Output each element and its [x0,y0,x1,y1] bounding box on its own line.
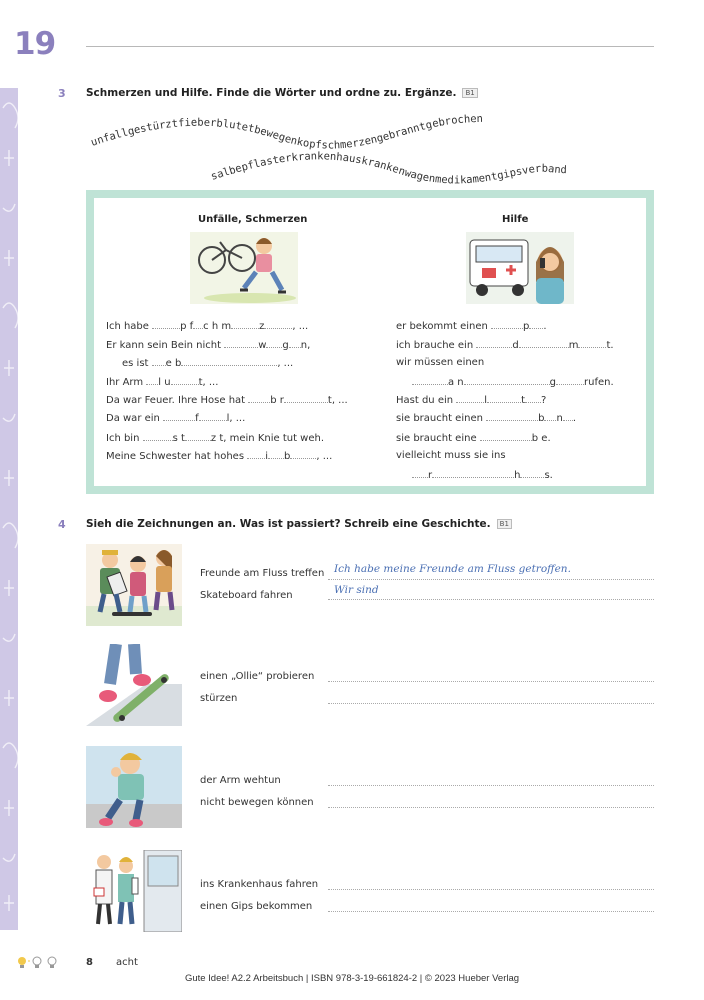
snake-word-line-1: unfallgestürztfieberblutetbewegenkopfschmerzengebranntgebrochen [89,112,484,152]
exercise-3-title [86,87,478,99]
story-prompt-1b: Skateboard fahren [200,590,293,601]
ollie-trick-illustration [86,644,182,726]
fallen-girl-illustration [190,232,298,304]
publisher-credit: Gute Idee! A2.2 Arbeitsbuch | ISBN 978-3-19-661824-2 | © 2023 Hueber Verlag [184,973,520,984]
left-column-title: Unfälle, Schmerzen [198,214,308,225]
story-prompt-3b: nicht bewegen können [200,797,314,808]
story-prompt-2b: stürzen [200,693,238,704]
level-badge: B1 [497,519,512,529]
left-line-6: Da war ein f l, ... [106,413,246,424]
chapter-number: 19 [14,26,56,62]
answer-line[interactable] [328,806,654,808]
decor-pattern-icon [0,88,18,930]
left-line-4: Ihr Arm l u t, ... [106,377,219,388]
left-line-1: Ich habe p f c h m z , ... [106,321,309,332]
answer-line[interactable] [328,578,654,580]
ambulance-woman-illustration [466,232,574,304]
right-line-1: er bekommt einen p . [396,321,547,332]
right-column-title: Hilfe [502,214,529,225]
answer-line[interactable] [328,680,654,682]
answer-line[interactable] [328,702,654,704]
page-number-word: acht [116,957,138,968]
lightbulb-icon [16,955,62,969]
hospital-illustration [86,850,182,932]
left-line-2: Er kann sein Bein nicht w g n, [106,340,311,351]
snake-word-line-2: salbepflasterkrankenhauskrankenwagenmedikamentgipsverband [209,150,567,187]
right-line-2: ich brauche ein d m t. [396,340,614,351]
header-rule [86,46,654,47]
answer-line[interactable] [328,598,654,600]
difficulty-bulbs [16,955,62,972]
exercise-4-title [86,518,512,530]
left-line-8: Meine Schwester hat hohes i b , ... [106,451,333,462]
story-prompt-2a: einen „Ollie“ probieren [200,671,315,682]
right-line-6: sie braucht einen b n . [396,413,577,424]
story-prompt-1a: Freunde am Fluss treffen [200,568,325,579]
hurt-arm-illustration [86,746,182,828]
page-number: 8 [86,957,93,968]
left-line-5: Da war Feuer. Ihre Hose hat b r t, ... [106,395,348,406]
exercise-3-box [86,190,654,494]
right-line-5: Hast du ein l t ? [396,395,547,406]
answer-line[interactable] [328,784,654,786]
right-line-7: sie braucht eine b e. [396,433,551,444]
handwritten-answer: Ich habe meine Freunde am Fluss getroffen. [334,563,571,575]
right-line-8: vielleicht muss sie ins [396,450,506,461]
exercise-3-number: 3 [58,87,66,100]
friends-skateboard-illustration [86,544,182,626]
exercise-4-title-text: Sieh die Zeichnungen an. Was ist passiert? Schreib eine Geschichte. [86,518,491,530]
left-line-7: Ich bin s t z t, mein Knie tut weh. [106,433,325,444]
word-snake [80,100,660,190]
story-prompt-4b: einen Gips bekommen [200,901,313,912]
right-line-3: wir müssen einen [396,357,485,368]
left-line-3: es ist e b , ... [122,358,294,369]
level-badge: B1 [462,88,477,98]
answer-line[interactable] [328,910,654,912]
answer-line[interactable] [328,888,654,890]
handwritten-answer: Wir sind [334,584,379,596]
right-line-4: a n g rufen. [412,376,614,388]
exercise-4-number: 4 [58,518,66,531]
right-line-9: r h s. [412,469,553,481]
side-decor-strip [0,88,18,930]
exercise-3-title-text: Schmerzen und Hilfe. Finde die Wörter und ordne zu. Ergänze. [86,87,457,99]
story-prompt-4a: ins Krankenhaus fahren [200,879,319,890]
story-prompt-3a: der Arm wehtun [200,775,281,786]
